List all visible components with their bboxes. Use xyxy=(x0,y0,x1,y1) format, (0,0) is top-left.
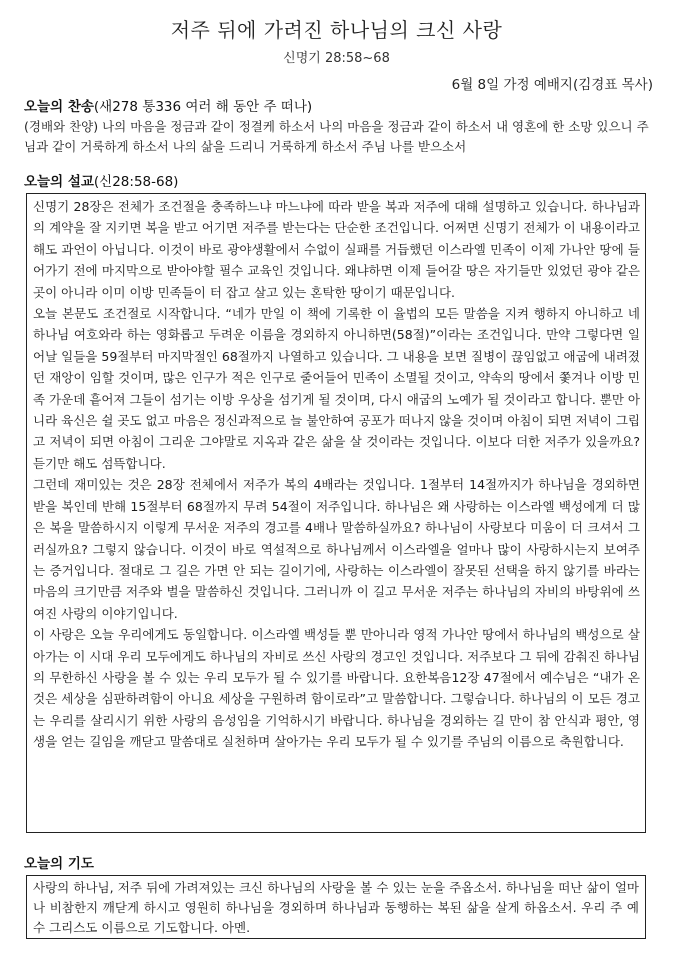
sermon-heading-label: 오늘의 설교 xyxy=(24,174,94,190)
date-author-line: 6월 8일 가정 예배지(김경표 목사) xyxy=(451,77,653,93)
hymn-heading-ref: (새278 통336 여러 해 동안 주 떠나) xyxy=(93,99,313,115)
hymn-heading xyxy=(24,95,312,115)
sermon-heading-ref: (신28:58-68) xyxy=(93,174,179,190)
hymn-text: (경배와 찬양) 나의 마음을 정금과 같이 정결케 하소서 나의 마음을 정금과 같이 하소서 내 영혼에 한 소망 있으니 주님과 같이 거룩하게 하소서 나의 삶을 드리니 거룩하게 하소서 주님 나를 받으소서 xyxy=(24,119,649,154)
sermon-paragraph-4: 이 사랑은 오늘 우리에게도 동일합니다. 이스라엘 백성들 뿐 만아니라 영적 가나안 땅에서 하나님의 백성으로 살아가는 이 시대 우리 모두에게도 하나님의 자비로 쓰신 사랑의 경고인 것입니다. 저주보다 그 뒤에 감춰진 하나님의 무한하신 사랑을 볼 수 있는 우리 모두가 될 수 있기를 바랍니다. 요한복음12장 47절에서 예수님은 “내가 온 것은 세상을 심판하려함이 아니요 세상을 구원하려 함이로라”고 말씀합니다. 그렇습니다. 하나님의 이 모든 경고는 우리를 살리시기 위한 사랑의 음성임을 기억하시기 바랍니다. 하나님을 경외하는 길 만이 참 안식과 평안, 영생을 얻는 길임을 깨닫고 말씀대로 실천하며 살아가는 우리 모두가 될 수 있기를 주님의 이름으로 축원합니다. xyxy=(33,627,640,750)
hymn-heading-label: 오늘의 찬송 xyxy=(24,99,94,115)
sermon-box xyxy=(26,193,646,833)
prayer-text: 사랑의 하나님, 저주 뒤에 가려져있는 크신 하나님의 사랑을 볼 수 있는 눈을 주옵소서. 하나님을 떠난 삶이 얼마나 비참한지 깨닫게 하시고 영원히 하나님을 경외하며 하나님과 동행하는 복된 삶을 살게 하옵소서. 우리 주 예수 그리스도 이름으로 기도합니다. 아멘. xyxy=(33,880,639,935)
sermon-paragraph-3: 그런데 재미있는 것은 28장 전체에서 저주가 복의 4배라는 것입니다. 1절부터 14절까지가 하나님을 경외하면 받을 복인데 반해 15절부터 68절까지 무려 54절이 저주입니다. 하나님은 왜 사랑하는 이스라엘 백성에게 더 많은 복을 말씀하시지 이렇게 무서운 저주의 경고를 4배나 말씀하실까요? 하나님이 사랑보다 미움이 더 크셔서 그러실까요? 그렇지 않습니다. 이것이 바로 역설적으로 하나님께서 이스라엘을 얼마나 많이 사랑하시는지 보여주는 증거입니다. 절대로 그 길은 가면 안 되는 길이기에, 사랑하는 이스라엘이 잘못된 선택을 하지 않기를 바라는 마음의 크기만큼 저주와 벌을 말씀하신 것입니다. 그러니까 이 길고 무서운 저주는 하나님의 자비의 바탕위에 쓰여진 사랑의 이야기입니다. xyxy=(33,477,640,621)
sermon-paragraph-1: 신명기 28장은 전체가 조건절을 충족하느냐 마느냐에 따라 받을 복과 저주에 대해 설명하고 있습니다. 하나님과의 계약을 잘 지키면 복을 받고 어기면 저주를 받는다는 단순한 조건입니다. 어쩌면 신명기 전체가 이 내용이라고 해도 과언이 아닙니다. 이것이 바로 광야생활에서 수없이 실패를 거듭했던 이스라엘 민족이 이제 가나안 땅에 들어가기 전에 마지막으로 받아야할 필수 교육인 것입니다. 왜냐하면 이제 들어갈 땅은 자기들만 있었던 광야 같은 곳이 아니라 이미 이방 민족들이 터 잡고 살고 있는 혼탁한 땅이기 때문입니다. xyxy=(33,199,640,300)
prayer-heading: 오늘의 기도 xyxy=(24,856,94,872)
sermon-heading xyxy=(24,170,178,190)
sermon-paragraph-2: 오늘 본문도 조건절로 시작합니다. “네가 만일 이 책에 기록한 이 율법의 모든 말씀을 지켜 행하지 아니하고 네 하나님 여호와라 하는 영화롭고 두려운 이름을 경외하지 아니하면(58절)”이라는 조건입니다. 만약 그렇다면 일어날 일들을 59절부터 마지막절인 68절까지 나열하고 있습니다. 그 내용을 보면 질병이 끊임없고 애굽에 내려졌던 재앙이 임할 것이며, 많은 인구가 적은 인구로 줄어들어 민족이 소멸될 것이고, 약속의 땅에서 쫓겨나 이방 민족 가운데 흩어져 그들이 섬기는 이방 우상을 섬기게 될 것이며, 다시 애굽의 노예가 될 것이라고 합니다. 뿐만 아니라 육신은 쉴 곳도 없고 마음은 정신과적으로 늘 불안하여 공포가 떠나지 않을 것이며 아침이 되면 저녁이 그립고 저녁이 되면 아침이 그리운 그야말로 지옥과 같은 삶을 살 것이라는 것입니다. 이보다 더한 저주가 있을까요? 듣기만 해도 섬뜩합니다. xyxy=(33,306,640,471)
prayer-box xyxy=(26,875,646,939)
scripture-reference: 신명기 28:58~68 xyxy=(283,51,390,66)
page-title: 저주 뒤에 가려진 하나님의 크신 사랑 xyxy=(170,18,503,42)
